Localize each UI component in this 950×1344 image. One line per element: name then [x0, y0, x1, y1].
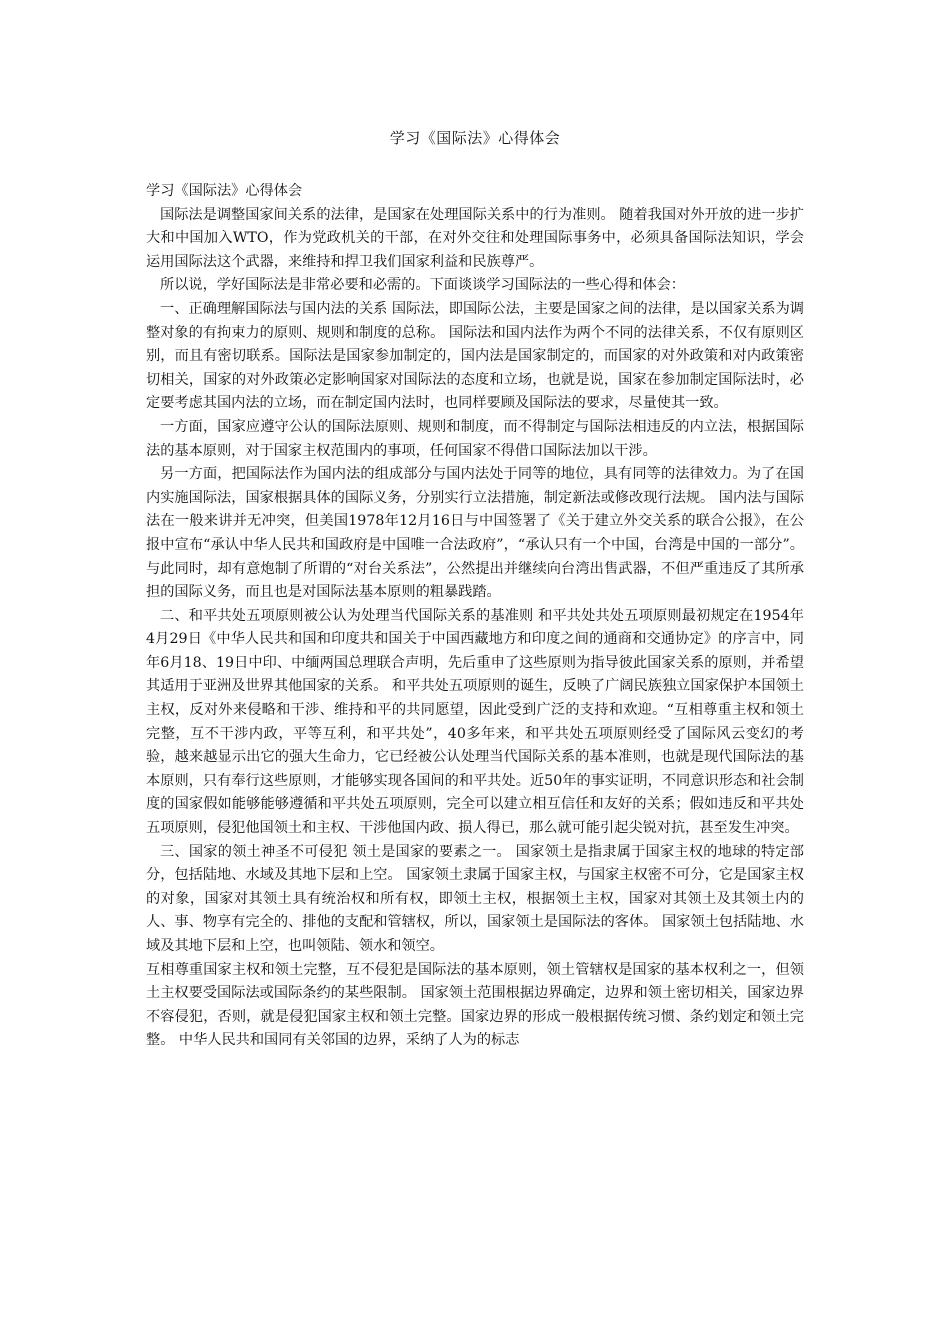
paragraph: 互相尊重国家主权和领土完整，互不侵犯是国际法的基本原则，领土管辖权是国家的基本权利之一，但领土主权要受国际法或国际条约的某些限制。 国家领土范围根据边界确定，边界和领土密切相关，国家边界不容侵犯，否则，就是侵犯国家主权和领土完整。国家边界的形成一般根据传统习惯、条约划定和领土完整。 中华人民共和国同有关邻国的边界，采纳了人为的标志	[146, 961, 804, 1049]
paragraph: 另一方面，把国际法作为国内法的组成部分与国内法处于同等的地位，具有同等的法律效力。为了在国内实施国际法，国家根据具体的国际义务，分别实行立法措施，制定新法或修改现行法规。 国内法与国际法在一般来讲并无冲突，但美国1978年12月16日与中国签署了《关于建立外交关系的联合公报》，在公报中宣布“承认中华人民共和国政府是中国唯一合法政府”，“承认只有一个中国，台湾是中国的一部分”。与此同时，却有意炮制了所谓的“对台关系法”，公然提出并继续向台湾出售武器，不但严重违反了其所承担的国际义务，而且也是对国际法基本原则的粗暴践踏。	[146, 466, 804, 601]
paragraph: 一方面，国家应遵守公认的国际法原则、规则和制度，而不得制定与国际法相违反的内立法，根据国际法的基本原则，对于国家主权范围内的事项，任何国家不得借口国际法加以干涉。	[146, 418, 804, 459]
document-title: 学习《国际法》心得体会	[389, 129, 561, 147]
document-subtitle: 学习《国际法》心得体会	[146, 183, 303, 199]
document-body	[146, 180, 804, 1053]
paragraph: 国际法是调整国家间关系的法律，是国家在处理国际关系中的行为准则。 随着我国对外开放的进一步扩大和中国加入WTO，作为党政机关的干部，在对外交往和处理国际事务中，必须具备国际法知识，学会运用国际法这个武器，来维持和捍卫我们国家利益和民族尊严。	[146, 206, 804, 270]
paragraph: 所以说，学好国际法是非常必要和必需的。下面谈谈学习国际法的一些心得和体会：	[160, 277, 685, 294]
paragraph: 二、和平共处五项原则被公认为处理当代国际关系的基准则 和平共处共处五项原则最初规定在1954年4月29日《中华人民共和国和印度共和国关于中国西藏地方和印度之间的通商和交通协定》的序言中，同年6月18、19日中印、中缅两国总理联合声明，先后重申了这些原则为指导彼此国家关系的原则，并希望其适用于亚洲及世界其他国家的关系。 和平共处五项原则的诞生，反映了广阔民族独立国家保护本国领土主权，反对外来侵略和干涉、维持和平的共同愿望，因此受到广泛的支持和欢迎。“互相尊重主权和领土完整，互不干涉内政，平等互利，和平共处”，40多年来，和平共处五项原则经受了国际风云变幻的考验，越来越显示出它的强大生命力，它已经被公认处理当代国际关系的基本准则，也就是现代国际法的基本原则，只有奉行这些原则，才能够实现各国间的和平共处。近50年的事实证明，不同意识形态和社会制度的国家假如能够能够遵循和平共处五项原则，完全可以建立相互信任和友好的关系；假如违反和平共处五项原则，侵犯他国领土和主权、干涉他国内政、损人得已，那么就可能引起尖锐对抗，甚至发生冲突。	[146, 607, 804, 837]
paragraph: 一、正确理解国际法与国内法的关系 国际法，即国际公法，主要是国家之间的法律，是以国家关系为调整对象的有拘束力的原则、规则和制度的总称。 国际法和国内法作为两个不同的法律关系，不仅有原则区别，而且有密切联系。国际法是国家参加制定的，国内法是国家制定的，而国家的对外政策和对内政策密切相关，国家的对外政策必定影响国家对国际法的态度和立场，也就是说，国家在参加制定国际法时，必定要考虑其国内法的立场，而在制定国内法时，也同样要顾及国际法的要求，尽量使其一致。	[146, 300, 804, 412]
paragraph: 三、国家的领土神圣不可侵犯 领土是国家的要素之一。 国家领土是指隶属于国家主权的地球的特定部分，包括陆地、水域及其地下层和上空。 国家领土隶属于国家主权，与国家主权密不可分，它是国家主权的对象，国家对其领土具有统治权和所有权，即领土主权，根据领土主权，国家对其领土及其领土内的人、事、物享有完全的、排他的支配和管辖权，所以，国家领土是国际法的客体。 国家领土包括陆地、水域及其地下层和上空，也叫领陆、领水和领空。	[146, 843, 804, 954]
